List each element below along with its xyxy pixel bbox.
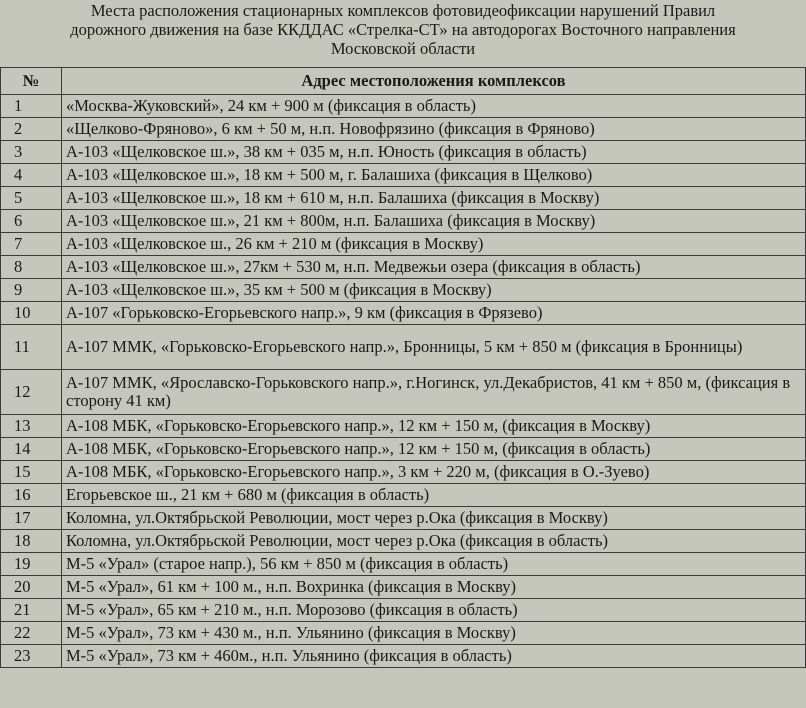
row-address: М-5 «Урал», 61 км + 100 м., н.п. Вохринка (фиксация в Москву) — [62, 576, 806, 599]
row-number: 12 — [1, 370, 62, 415]
row-address: А-107 ММК, «Горьковско-Егорьевского напр.», Бронницы, 5 км + 850 м (фиксация в Бронницы) — [62, 325, 806, 370]
table-row — [1, 164, 806, 187]
row-address: А-108 МБК, «Горьковско-Егорьевского напр.», 12 км + 150 м, (фиксация в область) — [62, 438, 806, 461]
row-address: Коломна, ул.Октябрьской Революции, мост через р.Ока (фиксация в область) — [62, 530, 806, 553]
row-address: А-103 «Щелковское ш., 26 км + 210 м (фиксация в Москву) — [62, 233, 806, 256]
table-row — [1, 507, 806, 530]
table-row — [1, 622, 806, 645]
table-row — [1, 553, 806, 576]
row-number: 23 — [1, 645, 62, 668]
table-row — [1, 438, 806, 461]
row-address: М-5 «Урал» (старое напр.), 56 км + 850 м (фиксация в область) — [62, 553, 806, 576]
row-number: 2 — [1, 118, 62, 141]
table-row — [1, 576, 806, 599]
title-line-1: Места расположения стационарных комплексов фотовидеофиксации нарушений Правил — [90, 1, 716, 20]
row-number: 21 — [1, 599, 62, 622]
row-address: А-107 «Горьковско-Егорьевского напр.», 9 км (фиксация в Фрязево) — [62, 302, 806, 325]
locations-table — [0, 67, 806, 668]
table-row — [1, 461, 806, 484]
row-address: М-5 «Урал», 73 км + 430 м., н.п. Ульянино (фиксация в Москву) — [62, 622, 806, 645]
table-row — [1, 645, 806, 668]
row-number: 18 — [1, 530, 62, 553]
row-number: 22 — [1, 622, 62, 645]
row-number: 20 — [1, 576, 62, 599]
document-title — [0, 0, 806, 66]
column-header-address: Адрес местоположения комплексов — [62, 68, 806, 95]
row-number: 7 — [1, 233, 62, 256]
row-number: 3 — [1, 141, 62, 164]
table-row — [1, 118, 806, 141]
row-address: М-5 «Урал», 65 км + 210 м., н.п. Морозово (фиксация в область) — [62, 599, 806, 622]
row-address: А-103 «Щелковское ш.», 18 км + 610 м, н.п. Балашиха (фиксация в Москву) — [62, 187, 806, 210]
row-address: А-103 «Щелковское ш.», 35 км + 500 м (фиксация в Москву) — [62, 279, 806, 302]
row-address: А-103 «Щелковское ш.», 18 км + 500 м, г. Балашиха (фиксация в Щелково) — [62, 164, 806, 187]
row-address: А-103 «Щелковское ш.», 27км + 530 м, н.п. Медвежьи озера (фиксация в область) — [62, 256, 806, 279]
row-number: 8 — [1, 256, 62, 279]
row-address: А-103 «Щелковское ш.», 21 км + 800м, н.п. Балашиха (фиксация в Москву) — [62, 210, 806, 233]
table-row — [1, 484, 806, 507]
row-address: Коломна, ул.Октябрьской Революции, мост через р.Ока (фиксация в Москву) — [62, 507, 806, 530]
title-line-2: дорожного движения на базе ККДДАС «Стрелка-СТ» на автодорогах Восточного направления — [70, 20, 736, 39]
row-number: 6 — [1, 210, 62, 233]
row-number: 11 — [1, 325, 62, 370]
table-row — [1, 599, 806, 622]
row-number: 19 — [1, 553, 62, 576]
row-address: А-108 МБК, «Горьковско-Егорьевского напр.», 12 км + 150 м, (фиксация в Москву) — [62, 415, 806, 438]
table-row — [1, 210, 806, 233]
row-number: 10 — [1, 302, 62, 325]
row-address: «Щелково-Фряново», 6 км + 50 м, н.п. Новофрязино (фиксация в Фряново) — [62, 118, 806, 141]
table-row — [1, 325, 806, 370]
row-number: 5 — [1, 187, 62, 210]
row-number: 17 — [1, 507, 62, 530]
table-body — [1, 95, 806, 668]
table-row — [1, 256, 806, 279]
table-row — [1, 279, 806, 302]
title-line-3: Московской области — [330, 39, 476, 58]
row-address: А-107 ММК, «Ярославско-Горьковского напр.», г.Ногинск, ул.Декабристов, 41 км + 850 м, (фиксация в сторону 41 км) — [62, 370, 806, 415]
table-header-row — [1, 68, 806, 95]
row-number: 13 — [1, 415, 62, 438]
row-number: 4 — [1, 164, 62, 187]
column-header-number: № — [1, 68, 62, 95]
row-number: 9 — [1, 279, 62, 302]
row-number: 14 — [1, 438, 62, 461]
table-row — [1, 233, 806, 256]
table-row — [1, 302, 806, 325]
table-row — [1, 141, 806, 164]
row-number: 16 — [1, 484, 62, 507]
table-row — [1, 187, 806, 210]
row-number: 1 — [1, 95, 62, 118]
table-row — [1, 95, 806, 118]
table-row — [1, 415, 806, 438]
row-address: «Москва-Жуковский», 24 км + 900 м (фиксация в область) — [62, 95, 806, 118]
row-address: Егорьевское ш., 21 км + 680 м (фиксация в область) — [62, 484, 806, 507]
table-row — [1, 530, 806, 553]
row-address: А-103 «Щелковское ш.», 38 км + 035 м, н.п. Юность (фиксация в область) — [62, 141, 806, 164]
table-row — [1, 370, 806, 415]
row-number: 15 — [1, 461, 62, 484]
row-address: А-108 МБК, «Горьковско-Егорьевского напр.», 3 км + 220 м, (фиксация в О.-Зуево) — [62, 461, 806, 484]
row-address: М-5 «Урал», 73 км + 460м., н.п. Ульянино (фиксация в область) — [62, 645, 806, 668]
